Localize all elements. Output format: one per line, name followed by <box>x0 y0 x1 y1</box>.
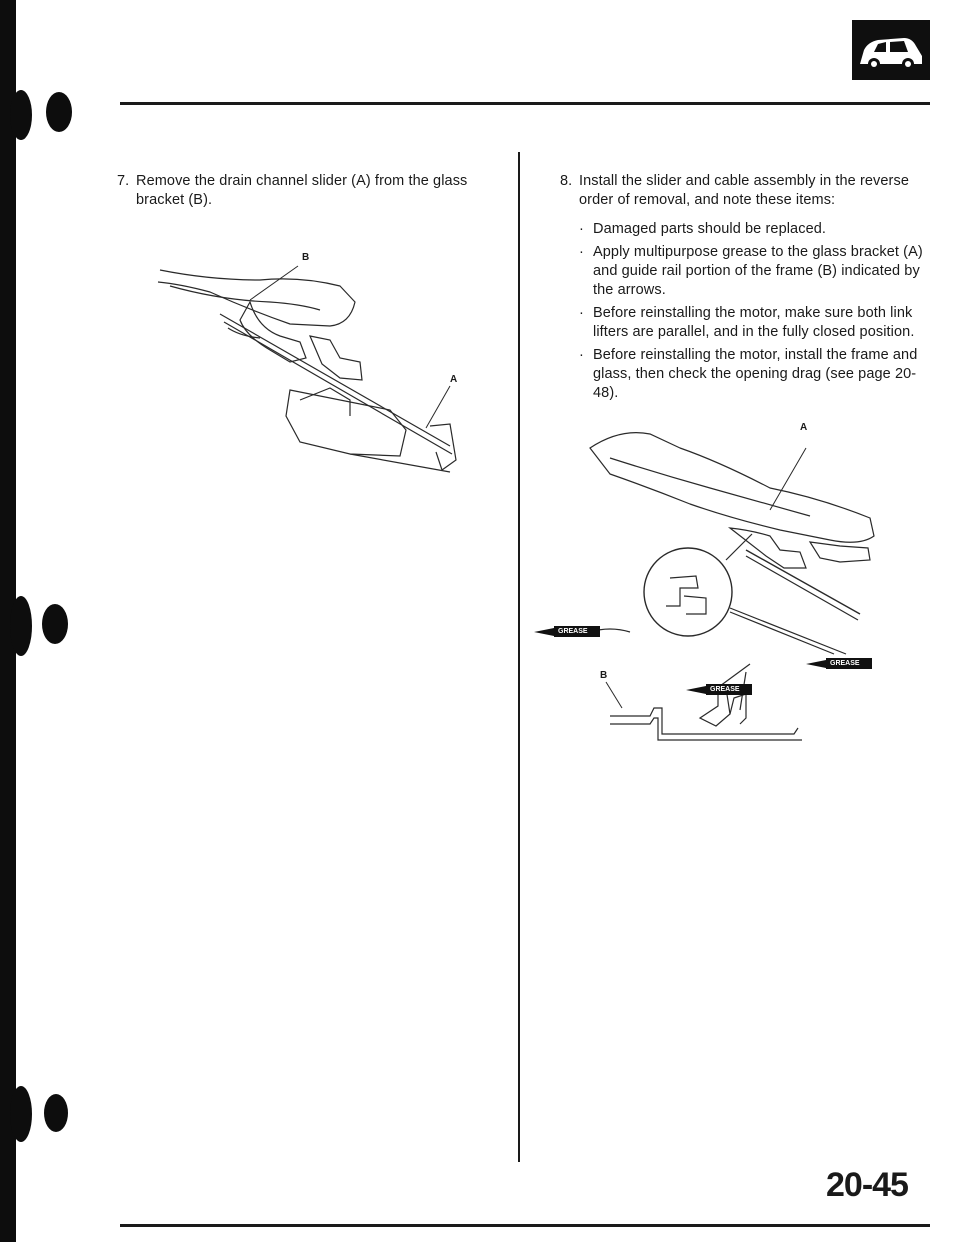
figure-grease-points <box>558 418 890 748</box>
label-b: B <box>302 252 310 263</box>
label-b: B <box>600 670 608 681</box>
step-8 <box>560 172 935 407</box>
page-number: 20-45 <box>826 1166 908 1204</box>
list-item: · Apply multipurpose grease to the glass bracket (A) and guide rail portion of the frame (B) indicated by the arrows. <box>579 244 923 298</box>
label-a: A <box>800 422 808 433</box>
grease-label: GREASE <box>830 660 860 667</box>
label-a: A <box>450 374 458 385</box>
grease-arrow <box>686 682 756 696</box>
step-number: 8. <box>560 173 573 189</box>
grease-arrow <box>534 624 604 638</box>
binding-mark <box>10 1086 32 1142</box>
grease-arrow <box>806 656 876 670</box>
footer-rule <box>120 1224 930 1227</box>
grease-label: GREASE <box>710 686 740 693</box>
binding-mark <box>46 92 72 132</box>
binding-mark <box>42 604 68 644</box>
list-item: · Damaged parts should be replaced. <box>579 221 827 237</box>
list-item: · Before reinstalling the motor, install the frame and glass, then check the opening drag (see page 20-48). <box>579 347 918 401</box>
step-text: Remove the drain channel slider (A) from the glass bracket (B). <box>136 173 468 208</box>
car-body-icon <box>852 20 930 80</box>
figure-slider-removal <box>150 240 480 490</box>
step-text: Install the slider and cable assembly in the reverse order of removal, and note these items: <box>579 173 910 208</box>
step-7 <box>117 172 502 210</box>
grease-label: GREASE <box>558 628 588 635</box>
step-number: 7. <box>117 173 130 189</box>
header-rule <box>120 102 930 105</box>
notes-list <box>579 220 935 403</box>
binding-mark <box>10 596 32 656</box>
list-item: · Before reinstalling the motor, make sure both link lifters are parallel, and in the fully closed position. <box>579 305 915 340</box>
binding-mark <box>10 90 32 140</box>
binding-mark <box>44 1094 68 1132</box>
column-divider <box>518 152 520 1162</box>
